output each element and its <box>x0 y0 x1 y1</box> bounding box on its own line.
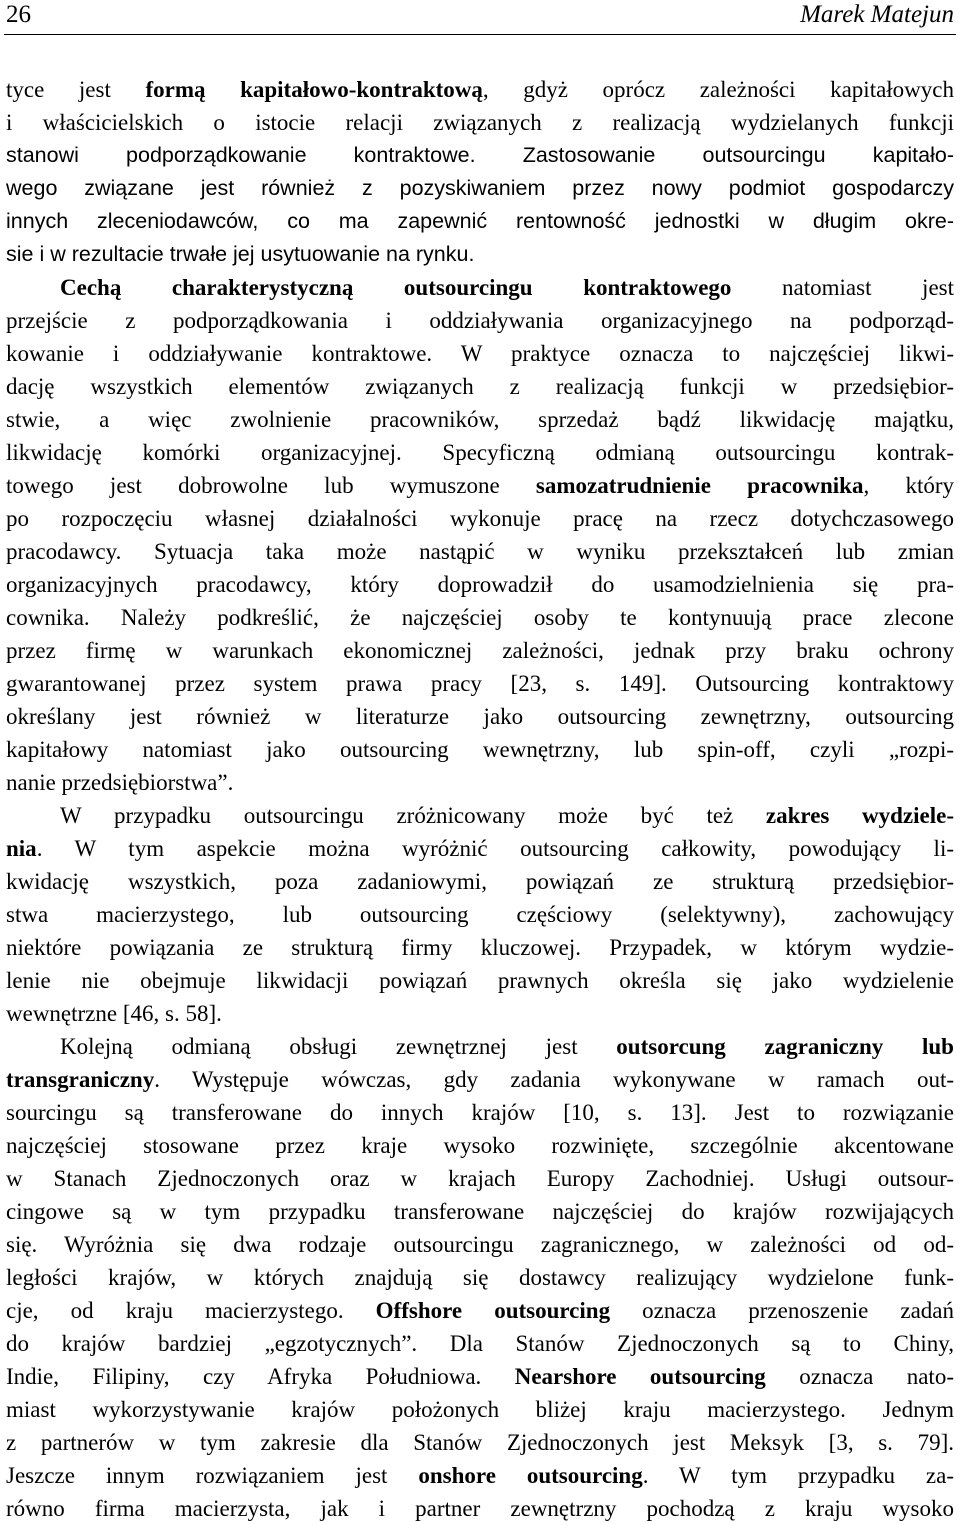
text-run: cje, od kraju macierzystego. <box>6 1298 376 1323</box>
text-run: przez firmę w warunkach ekonomicznej zależności, jednak przy braku ochrony <box>6 638 954 663</box>
text-run: przejście z podporządkowania i oddziaływania organizacyjnego na podporząd- <box>6 308 954 333</box>
text-run: . W tym aspekcie można wyróżnić outsourcing całkowity, powodujący li- <box>36 836 954 861</box>
text-run: kwidację wszystkich, poza zadaniowymi, powiązań ze strukturą przedsiębior- <box>6 869 954 894</box>
text-run: dację wszystkich elementów związanych z realizacją funkcji w przedsiębior- <box>6 374 954 399</box>
text-line <box>6 634 954 667</box>
text-line <box>6 931 954 964</box>
text-run: najczęściej stosowane przez kraje wysoko rozwinięte, szczególnie akcentowane <box>6 1133 954 1158</box>
bold-term: Cechą charakterystyczną outsourcingu kontraktowego <box>60 275 732 300</box>
text-run: sie i w rezultacie trwałe jej usytuowanie na rynku. <box>6 242 475 266</box>
text-line <box>6 1459 954 1492</box>
text-run: i właścicielskich o istocie relacji związanych z realizacją wydzielanych funkcji <box>6 110 954 135</box>
text-line <box>6 1162 954 1195</box>
text-line <box>6 1063 954 1096</box>
text-line <box>6 469 954 502</box>
bold-term: nia <box>6 836 37 861</box>
text-run: cingowe są w tym przypadku transferowane najczęściej do krajów rozwijających <box>6 1199 954 1224</box>
text-run: towego jest dobrowolne lub wymuszone <box>6 473 536 498</box>
text-line <box>6 205 954 238</box>
text-line <box>6 1492 954 1525</box>
text-run: ległości krajów, w których znajdują się dostawcy realizujący wydzielone funk- <box>6 1265 954 1290</box>
text-line <box>6 1360 954 1393</box>
text-line <box>6 535 954 568</box>
text-line <box>6 1195 954 1228</box>
text-line <box>6 73 954 106</box>
text-line <box>6 1393 954 1426</box>
text-run: sourcingu są transferowane do innych krajów [10, s. 13]. Jest to rozwiązanie <box>6 1100 954 1125</box>
header-divider <box>4 34 956 35</box>
body-text <box>6 73 954 1525</box>
text-line <box>6 304 954 337</box>
running-header <box>6 0 954 30</box>
text-run: Jeszcze innym rozwiązaniem jest <box>6 1463 419 1488</box>
text-run: gwarantowanej przez system prawa pracy [23, s. 149]. Outsourcing kontraktowy <box>6 671 954 696</box>
text-run: likwidację komórki organizacyjnej. Specyficzną odmianą outsourcingu kontrak- <box>6 440 954 465</box>
text-run: do krajów bardziej „egzotycznych”. Dla Stanów Zjednoczonych są to Chiny, <box>6 1331 954 1356</box>
text-run: natomiast jest <box>731 275 954 300</box>
text-run: po rozpoczęciu własnej działalności wykonuje pracę na rzecz dotychczasowego <box>6 506 954 531</box>
text-line <box>6 568 954 601</box>
text-line <box>6 172 954 205</box>
text-run: lenie nie obejmuje likwidacji powiązań prawnych określa się jako wydzielenie <box>6 968 954 993</box>
text-run: . W tym przypadku za- <box>642 1463 954 1488</box>
text-run: Indie, Filipiny, czy Afryka Południowa. <box>6 1364 515 1389</box>
text-line <box>6 106 954 139</box>
text-line <box>6 832 954 865</box>
text-line <box>6 700 954 733</box>
text-run: organizacyjnych pracodawcy, który doprowadził do usamodzielnienia się pra- <box>6 572 954 597</box>
text-run: cownika. Należy podkreślić, że najczęściej osoby te kontynuują prace zlecone <box>6 605 954 630</box>
text-run: Zastosowanie outsourcingu kapitało- <box>475 143 954 167</box>
text-line <box>6 238 954 271</box>
text-line <box>6 1294 954 1327</box>
text-line <box>6 898 954 931</box>
text-run: się. Wyróżnia się dwa rodzaje outsourcingu zagranicznego, w zależności od od- <box>6 1232 954 1257</box>
text-line <box>6 337 954 370</box>
text-line <box>6 733 954 766</box>
text-run: Kolejną odmianą obsługi zewnętrznej jest <box>60 1034 617 1059</box>
text-run: oznacza nato- <box>765 1364 954 1389</box>
text-run: kapitałowy natomiast jako outsourcing wewnętrzny, lub spin-off, czyli „rozpi- <box>6 737 954 762</box>
text-line <box>6 1426 954 1459</box>
text-run: równo firma macierzysta, jak i partner zewnętrzny pochodzą z kraju wysoko <box>6 1496 954 1521</box>
running-title: Marek Matejun <box>800 1 954 28</box>
text-line <box>6 1096 954 1129</box>
text-line <box>6 502 954 535</box>
bold-term: transgraniczny <box>6 1067 155 1092</box>
text-run: W przypadku outsourcingu zróżnicowany może być też <box>60 803 766 828</box>
text-run: niektóre powiązania ze strukturą firmy kluczowej. Przypadek, w którym wydzie- <box>6 935 954 960</box>
text-run: stwie, a więc zwolnienie pracowników, sprzedaż bądź likwidację majątku, <box>6 407 954 432</box>
text-line <box>6 865 954 898</box>
text-line <box>6 139 954 172</box>
text-line <box>6 1030 954 1063</box>
text-run: stanowi podporządkowanie kontraktowe. <box>6 143 476 167</box>
text-run: w Stanach Zjednoczonych oraz w krajach Europy Zachodniej. Usługi outsour- <box>6 1166 954 1191</box>
text-line <box>6 1228 954 1261</box>
bold-term: formą kapitałowo-kontraktową <box>145 77 483 102</box>
text-run: z partnerów w tym zakresie dla Stanów Zjednoczonych jest Meksyk [3, s. 79]. <box>6 1430 954 1455</box>
bold-term: outsorcung zagraniczny lub <box>616 1034 954 1059</box>
text-line <box>6 601 954 634</box>
text-run: wewnętrzne [46, s. 58]. <box>6 1001 222 1026</box>
text-run: , który <box>863 473 954 498</box>
bold-term: zakres wydziele- <box>765 803 954 828</box>
text-run: nanie przedsiębiorstwa”. <box>6 770 234 795</box>
text-run: stwa macierzystego, lub outsourcing częściowy (selektywny), zachowujący <box>6 902 954 927</box>
text-line <box>6 964 954 997</box>
bold-term: Offshore outsourcing <box>375 1298 611 1323</box>
text-run: oznacza przenoszenie zadań <box>610 1298 954 1323</box>
text-run: określany jest również w literaturze jako outsourcing zewnętrzny, outsourcing <box>6 704 954 729</box>
text-line <box>6 799 954 832</box>
text-run: , gdyż oprócz zależności kapitałowych <box>482 77 954 102</box>
text-line <box>6 271 954 304</box>
text-line <box>6 997 954 1030</box>
text-line <box>6 667 954 700</box>
text-line <box>6 1327 954 1360</box>
text-run: kowanie i oddziaływanie kontraktowe. W praktyce oznacza to najczęściej likwi- <box>6 341 954 366</box>
bold-term: Nearshore outsourcing <box>514 1364 766 1389</box>
text-run: miast wykorzystywanie krajów położonych bliżej kraju macierzystego. Jednym <box>6 1397 954 1422</box>
text-line <box>6 403 954 436</box>
text-run: wego związane jest również z pozyskiwaniem przez nowy podmiot gospodarczy <box>6 176 954 200</box>
bold-term: onshore outsourcing <box>418 1463 643 1488</box>
text-line <box>6 1261 954 1294</box>
text-line <box>6 436 954 469</box>
text-line <box>6 1129 954 1162</box>
page-number: 26 <box>6 1 31 28</box>
text-run: innych zleceniodawców, co ma zapewnić rentowność jednostki w długim okre- <box>6 209 954 233</box>
text-run: tyce jest <box>6 77 146 102</box>
bold-term: samozatrudnienie pracownika <box>535 473 864 498</box>
text-line <box>6 766 954 799</box>
text-run: pracodawcy. Sytuacja taka może nastąpić w wyniku przekształceń lub zmian <box>6 539 954 564</box>
text-line <box>6 370 954 403</box>
text-run: . Występuje wówczas, gdy zadania wykonywane w ramach out- <box>154 1067 954 1092</box>
